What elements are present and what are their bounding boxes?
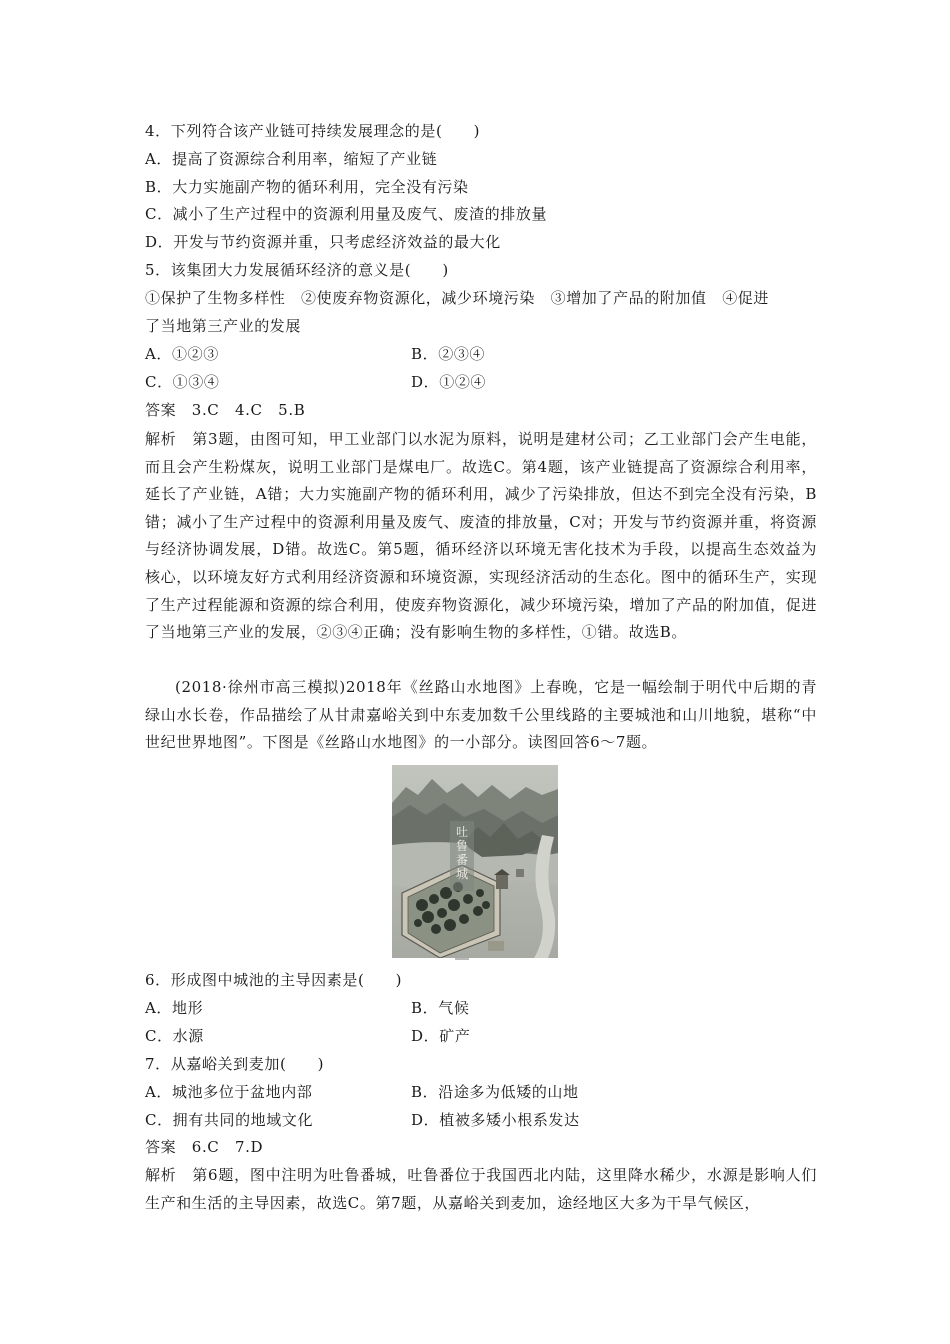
- q6-option-a: A．地形: [145, 999, 204, 1017]
- q6-option-d: D．矿产: [411, 1027, 471, 1045]
- q5-option-b: B．②③④: [411, 345, 486, 363]
- q5-items-line1: ①保护了生物多样性 ②使废弃物资源化，减少环境污染 ③增加了产品的附加值 ④促进: [145, 289, 770, 307]
- q7-option-d: D．植被多矮小根系发达: [411, 1111, 580, 1129]
- analysis-6-7: 解析 第6题，图中注明为吐鲁番城，吐鲁番位于我国西北内陆，这里降水稀少，水源是影响人们生产和生活的主导因素，故选C。第7题，从嘉峪关到麦加，途经地区大多为干旱气候区，: [145, 1166, 817, 1212]
- silk-road-map-figure: [392, 765, 558, 958]
- q7-option-b: B．沿途多为低矮的山地: [411, 1083, 579, 1101]
- q6-option-row2: [145, 1026, 815, 1046]
- q5-option-row2: [145, 372, 815, 392]
- intro-paragraph: (2018·徐州市高三模拟)2018年《丝路山水地图》上春晚，它是一幅绘制于明代中后期的青绿山水长卷，作品描绘了从甘肃嘉峪关到中东麦加数千公里线路的主要城池和山川地貌，堪称“中世纪世界地图”。下图是《丝路山水地图》的一小部分。读图回答6～7题。: [145, 678, 817, 752]
- figure-caption-mark: [455, 958, 469, 960]
- figure-city-label: 吐鲁番城: [455, 825, 468, 881]
- q7-option-row1: [145, 1082, 815, 1102]
- q5-option-d: D．①②④: [411, 373, 487, 391]
- q6-option-row1: [145, 998, 815, 1018]
- q6-option-b: B．气候: [411, 999, 470, 1017]
- landscape-painting-image: [392, 765, 558, 958]
- q7-option-c: C．拥有共同的地域文化: [145, 1111, 314, 1129]
- q4-option-b: B．大力实施副产物的循环利用，完全没有污染: [145, 178, 469, 196]
- q5-option-c: C．①③④: [145, 373, 220, 391]
- answer-3-5: 答案 3.C 4.C 5.B: [145, 401, 306, 419]
- q7-option-row2: [145, 1110, 815, 1130]
- analysis-3-5: 解析 第3题，由图可知，甲工业部门以水泥为原料，说明是建材公司；乙工业部门会产生电能，而且会产生粉煤灰，说明工业部门是煤电厂。故选C。第4题，该产业链提高了资源综合利用率，延长了产业链，A错；大力实施副产物的循环利用，减少了污染排放，但达不到完全没有污染，B错；减小了生产过程中的资源利用量及废气、废渣的排放量，C对；开发与节约资源并重，将资源与经济协调发展，D错。故选C。第5题，循环经济以环境无害化技术为手段，以提高生态效益为核心，以环境友好方式利用经济资源和环境资源，实现经济活动的生态化。图中的循环生产，实现了生产过程能源和资源的综合利用，使废弃物资源化，减少环境污染，增加了产品的附加值，促进了当地第三产业的发展，②③④正确；没有影响生物的多样性，①错。故选B。: [145, 430, 817, 642]
- q5-option-row1: [145, 344, 815, 364]
- q5-items-line2: 了当地第三产业的发展: [145, 317, 302, 335]
- q7-option-a: A．城池多位于盆地内部: [145, 1083, 313, 1101]
- q4-stem: 4．下列符合该产业链可持续发展理念的是( ): [145, 122, 481, 140]
- q5-option-a: A．①②③: [145, 345, 219, 363]
- q6-option-c: C．水源: [145, 1027, 204, 1045]
- q4-option-c: C．减小了生产过程中的资源利用量及废气、废渣的排放量: [145, 205, 548, 223]
- q4-option-a: A．提高了资源综合利用率，缩短了产业链: [145, 150, 438, 168]
- q5-stem: 5．该集团大力发展循环经济的意义是( ): [145, 261, 449, 279]
- q6-stem: 6．形成图中城池的主导因素是( ): [145, 971, 403, 989]
- q7-stem: 7．从嘉峪关到麦加( ): [145, 1055, 325, 1073]
- answer-6-7: 答案 6.C 7.D: [145, 1138, 264, 1156]
- q4-option-d: D．开发与节约资源并重，只考虑经济效益的最大化: [145, 233, 501, 251]
